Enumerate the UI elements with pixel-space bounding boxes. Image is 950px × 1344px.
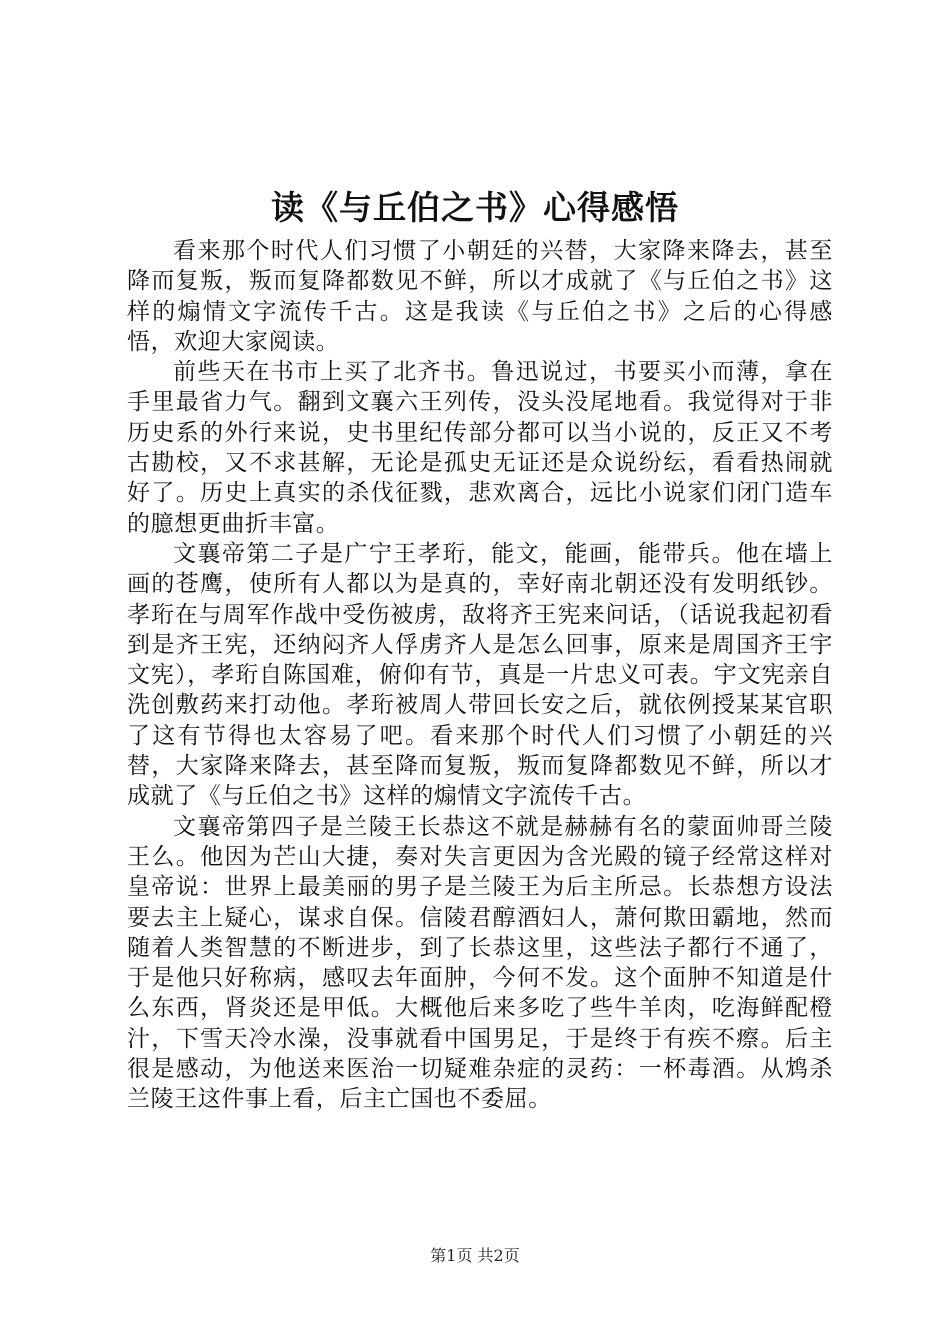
paragraph-3: 文襄帝第二子是广宁王孝珩，能文，能画，能带兵。他在墙上画的苍鹰，使所有人都以为是真的，幸好南北朝还没有发明纸钞。孝珩在与周军作战中受伤被虏，敌将齐王宪来问话，（话说我起初看到是齐王宪，还纳闷齐人俘虏齐人是怎么回事，原来是周国齐王宇文宪），孝珩自陈国难，俯仰有节，真是一片忠义可表。宇文宪亲自洗创敷药来打动他。孝珩被周人带回长安之后，就依例授某某官职了这有节得也太容易了吧。看来那个时代人们习惯了小朝廷的兴替，大家降来降去，甚至降而复叛，叛而复降都数见不鲜，所以才成就了《与丘伯之书》这样的煽情文字流传千古。 (127, 540, 833, 810)
paragraph-4: 文襄帝第四子是兰陵王长恭这不就是赫赫有名的蒙面帅哥兰陵王么。他因为芒山大捷，奏对失言更因为含光殿的镜子经常这样对皇帝说：世界上最美丽的男子是兰陵王为后主所忌。长恭想方设法要去主上疑心，谋求自保。信陵君醇酒妇人，萧何欺田霸地，然而随着人类智慧的不断进步，到了长恭这里，这些法子都行不通了，于是他只好称病，感叹去年面肿，今何不发。这个面肿不知道是什么东西，肾炎还是甲低。大概他后来多吃了些牛羊肉，吃海鲜配橙汁，下雪天冷水澡，没事就看中国男足，于是终于有疾不瘵。后主很是感动，为他送来医治一切疑难杂症的灵药：一杯毒酒。从鸩杀兰陵王这件事上看，后主亡国也不委屈。 (127, 813, 833, 1113)
page-footer (0, 1246, 950, 1266)
document-body (127, 236, 833, 1115)
paragraph-2: 前些天在书市上买了北齐书。鲁迅说过，书要买小而薄，拿在手里最省力气。翻到文襄六王列传，没头没尾地看。我觉得对于非历史系的外行来说，史书里纪传部分都可以当小说的，反正又不考古勘校，又不求甚解，无论是孤史无证还是众说纷纭，看看热闹就好了。历史上真实的杀伐征戮，悲欢离合，远比小说家们闭门造车的臆想更曲折丰富。 (127, 359, 833, 537)
page-number-label: 第1页 共2页 (430, 1246, 520, 1265)
paragraph-1: 看来那个时代人们习惯了小朝廷的兴替，大家降来降去，甚至降而复叛，叛而复降都数见不鲜，所以才成就了《与丘伯之书》这样的煽情文字流传千古。这是我读《与丘伯之书》之后的心得感悟，欢迎大家阅读。 (127, 238, 833, 355)
document-title: 读《与丘伯之书》心得感悟 (271, 188, 679, 227)
